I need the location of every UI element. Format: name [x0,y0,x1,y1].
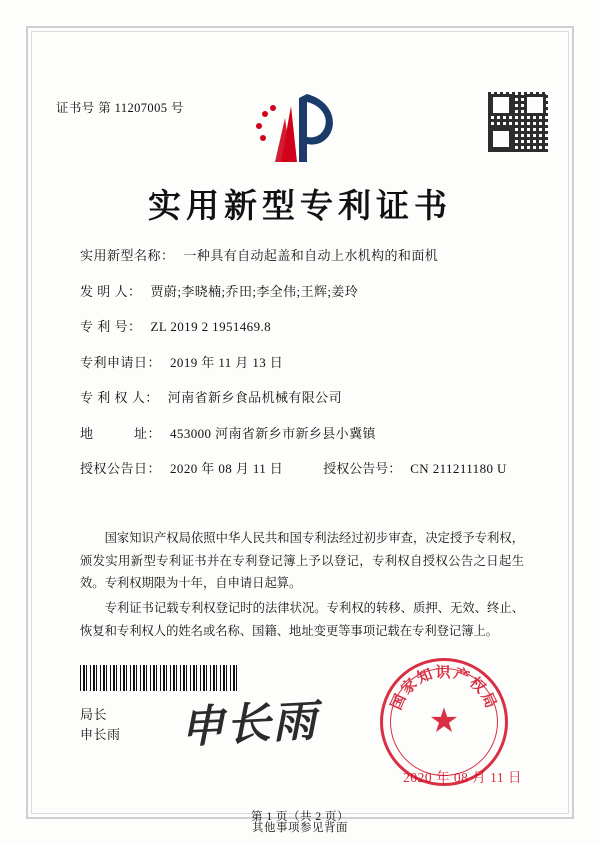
footer-note: 其他事项参见背面 [252,822,348,834]
field-label-grant-number: 授权公告号： [323,461,402,476]
field-label: 专利申请日： [80,354,162,370]
field-row-application-date [80,352,524,371]
field-label: 专 利 号： [80,319,142,334]
field-value: 2019 年 11 月 13 日 [170,354,284,370]
page-title: 实用新型专利证书 [148,189,452,225]
director-title: 局长 [80,707,108,722]
field-value: 河南省新乡食品机械有限公司 [167,390,342,405]
field-label: 发 明 人： [80,283,142,299]
field-value: 一种具有自动起盖和自动上水机构的和面机 [183,248,439,263]
field-row-patent-number [80,316,524,335]
legal-paragraph-1: 国家知识产权局依照中华人民共和国专利法经过初步审查，决定授予专利权，颁发实用新型专利证书并在专利登记簿上予以登记，专利权自授权公告之日起生效。专利权期限为十年，自申请日起算。 [80,531,524,591]
legal-paragraphs [80,527,524,645]
director-name: 申长雨 [80,727,121,743]
field-row-inventors [80,281,524,300]
field-label: 专 利 权 人： [80,390,159,405]
certificate-number: 证书号 第 11207005 号 [56,101,184,115]
field-value-grant-number: CN 211211180 U [410,461,507,476]
cnipa-logo-icon [245,88,355,168]
svg-text:国家知识产权局: 国家知识产权局 [388,665,500,713]
field-value: 453000 河南省新乡市新乡县小冀镇 [170,425,376,441]
seal-date: 2020 年 08 月 11 日 [403,770,522,785]
field-value: 贾蔚;李晓楠;乔田;李全伟;王辉;姜玲 [150,283,359,299]
field-row-name [80,245,524,264]
field-label: 地 址： [80,425,162,441]
national-emblem-icon: ★ [428,703,460,740]
field-row-address [80,423,524,442]
field-list [80,245,524,494]
field-row-patentee [80,387,524,406]
field-row-grant [80,458,524,477]
qr-code-icon [488,92,548,152]
qr-finder-icon [490,128,512,150]
field-label: 实用新型名称： [80,248,175,263]
legal-paragraph-2: 专利证书记载专利权登记时的法律状况。专利权的转移、质押、无效、终止、恢复和专利权人的姓名或名称、国籍、地址变更等事项记载在专利登记簿上。 [80,601,524,638]
page-number: 第 1 页（共 2 页） [251,811,349,823]
handwritten-signature: 申长雨 [179,696,320,753]
field-value-grant-date: 2020 年 08 月 11 日 [170,461,284,476]
field-value: ZL 2019 2 1951469.8 [150,319,272,334]
signature-block [80,705,121,745]
barcode-icon [80,665,240,691]
certificate-content [40,40,560,823]
field-label-grant-date: 授权公告日： [80,461,162,476]
